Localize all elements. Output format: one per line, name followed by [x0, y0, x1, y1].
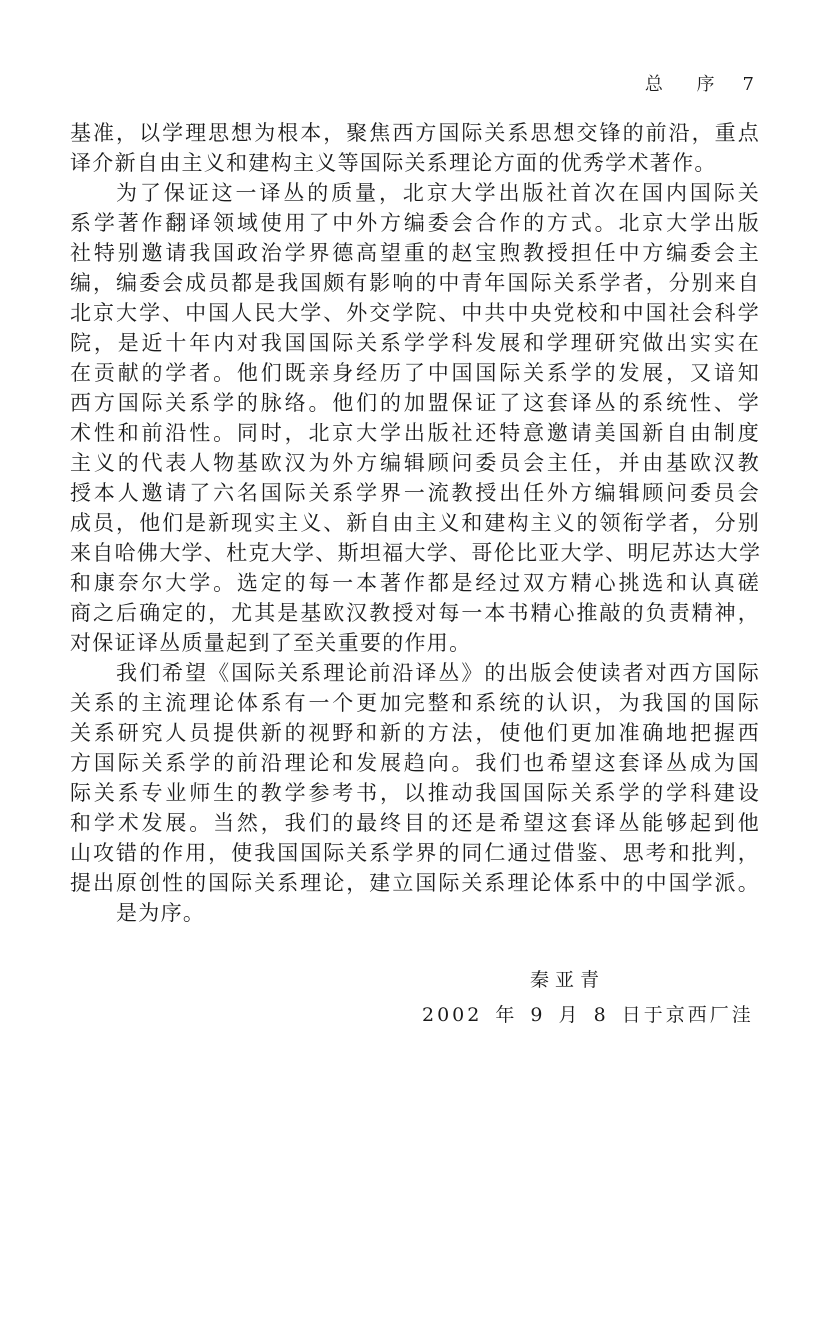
text-line: 和康奈尔大学。选定的每一本著作都是经过双方精心挑选和认真磋 — [70, 571, 760, 595]
text-line: 关系的主流理论体系有一个更加完整和系统的认识，为我国的国际 — [70, 691, 760, 715]
text-line: 来自哈佛大学、杜克大学、斯坦福大学、哥伦比亚大学、明尼苏达大学 — [70, 541, 762, 565]
text-line: 主义的代表人物基欧汉为外方编辑顾问委员会主任，并由基欧汉教 — [70, 451, 760, 475]
text-line: 基准，以学理思想为根本，聚焦西方国际关系思想交锋的前沿，重点 — [70, 121, 760, 145]
text-line: 提出原创性的国际关系理论，建立国际关系理论体系中的中国学派。 — [70, 871, 760, 895]
text-line: 院，是近十年内对我国国际关系学学科发展和学理研究做出实实在 — [70, 331, 760, 355]
text-line: 方国际关系学的前沿理论和发展趋向。我们也希望这套译丛成为国 — [70, 751, 760, 775]
text-line: 我们希望《国际关系理论前沿译丛》的出版会使读者对西方国际 — [116, 661, 760, 685]
text-line: 山攻错的作用，使我国国际关系学界的同仁通过借鉴、思考和批判， — [70, 841, 760, 865]
running-header — [645, 70, 756, 96]
text-line: 社特别邀请我国政治学界德高望重的赵宝煦教授担任中方编委会主 — [70, 241, 760, 265]
text-line: 北京大学、中国人民大学、外交学院、中共中央党校和中国社会科学 — [70, 301, 760, 325]
text-line: 成员，他们是新现实主义、新自由主义和建构主义的领衔学者，分别 — [70, 511, 760, 535]
page-number: 7 — [742, 74, 756, 95]
text-line: 在贡献的学者。他们既亲身经历了中国国际关系学的发展，又谙知 — [70, 361, 760, 385]
section-title: 总 序 — [644, 74, 729, 95]
text-line: 商之后确定的，尤其是基欧汉教授对每一本书精心推敲的负责精神， — [70, 601, 760, 625]
author-signature: 秦亚青 — [530, 969, 606, 991]
text-line: 编，编委会成员都是我国颇有影响的中青年国际关系学者，分别来自 — [70, 271, 760, 295]
text-line: 授本人邀请了六名国际关系学界一流教授出任外方编辑顾问委员会 — [70, 481, 760, 505]
text-line: 系学著作翻译领域使用了中外方编委会合作的方式。北京大学出版 — [70, 211, 760, 235]
text-line: 关系研究人员提供新的视野和新的方法，使他们更加准确地把握西 — [70, 721, 760, 745]
text-line: 际关系专业师生的教学参考书，以推动我国国际关系学的学科建设 — [70, 781, 760, 805]
text-line: 术性和前沿性。同时，北京大学出版社还特意邀请美国新自由制度 — [70, 421, 760, 445]
preface-body — [70, 118, 760, 928]
text-line: 是为序。 — [116, 901, 206, 925]
text-line: 译介新自由主义和建构主义等国际关系理论方面的优秀学术著作。 — [70, 151, 717, 175]
text-line: 对保证译丛质量起到了至关重要的作用。 — [70, 631, 472, 655]
signature-date: 2002 年 9 月 8 日于京西厂洼 — [422, 1004, 754, 1026]
text-line: 为了保证这一译丛的质量，北京大学出版社首次在国内国际关 — [116, 181, 760, 205]
text-line: 西方国际关系学的脉络。他们的加盟保证了这套译丛的系统性、学 — [70, 391, 760, 415]
text-line: 和学术发展。当然，我们的最终目的还是希望这套译丛能够起到他 — [70, 811, 760, 835]
